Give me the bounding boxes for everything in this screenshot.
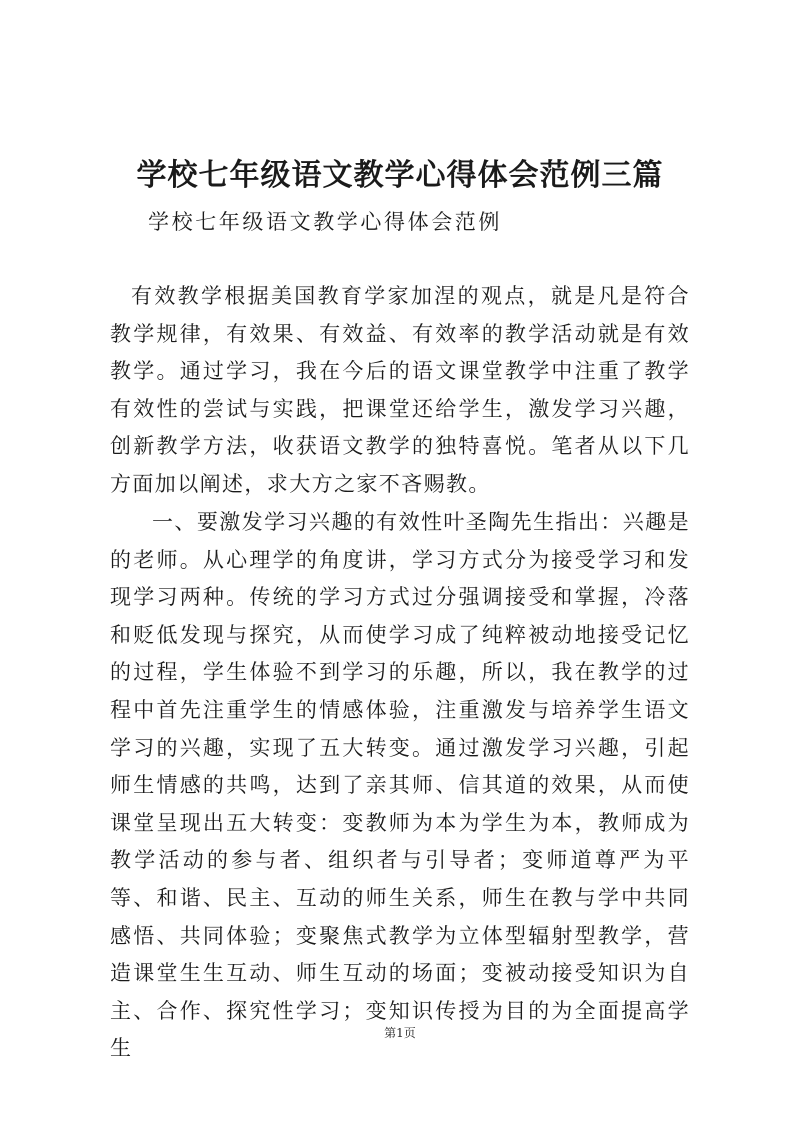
body-paragraph-2: 一、要激发学习兴趣的有效性叶圣陶先生指出：兴趣是的老师。从心理学的角度讲，学习方式分为接受学习和发现学习两种。传统的学习方式过分强调接受和掌握，冷落和贬低发现与探究，从而使学习成了纯粹被动地接受记忆的过程，学生体验不到学习的乐趣，所以，我在教学的过程中首先注重学生的情感体验，注重激发与培养学生语文学习的兴趣，实现了五大转变。通过激发学习兴趣，引起师生情感的共鸣，达到了亲其师、信其道的效果，从而使课堂呈现出五大转变：变教师为本为学生为本，教师成为教学活动的参与者、组织者与引导者；变师道尊严为平等、和谐、民主、互动的师生关系，师生在教与学中共同感悟、共同体验；变聚焦式教学为立体型辐射型教学，营造课堂生生互动、师生互动的场面；变被动接受知识为自主、合作、探究性学习；变知识传授为目的为全面提高学生	[110, 510, 690, 1061]
page-number: 第1页	[384, 1026, 416, 1040]
document-subtitle: 学校七年级语文教学心得体会范例	[148, 210, 502, 234]
body-paragraph-1: 有效教学根据美国教育学家加涅的观点，就是凡是符合教学规律，有效果、有效益、有效率的教学活动就是有效教学。通过学习，我在今后的语文课堂教学中注重了教学有效性的尝试与实践，把课堂还给学生，激发学习兴趣，创新教学方法，收获语文教学的独特喜悦。笔者从以下几方面加以阐述，求大方之家不吝赐教。	[110, 284, 690, 496]
document-title: 学校七年级语文教学心得体会范例三篇	[136, 158, 664, 193]
